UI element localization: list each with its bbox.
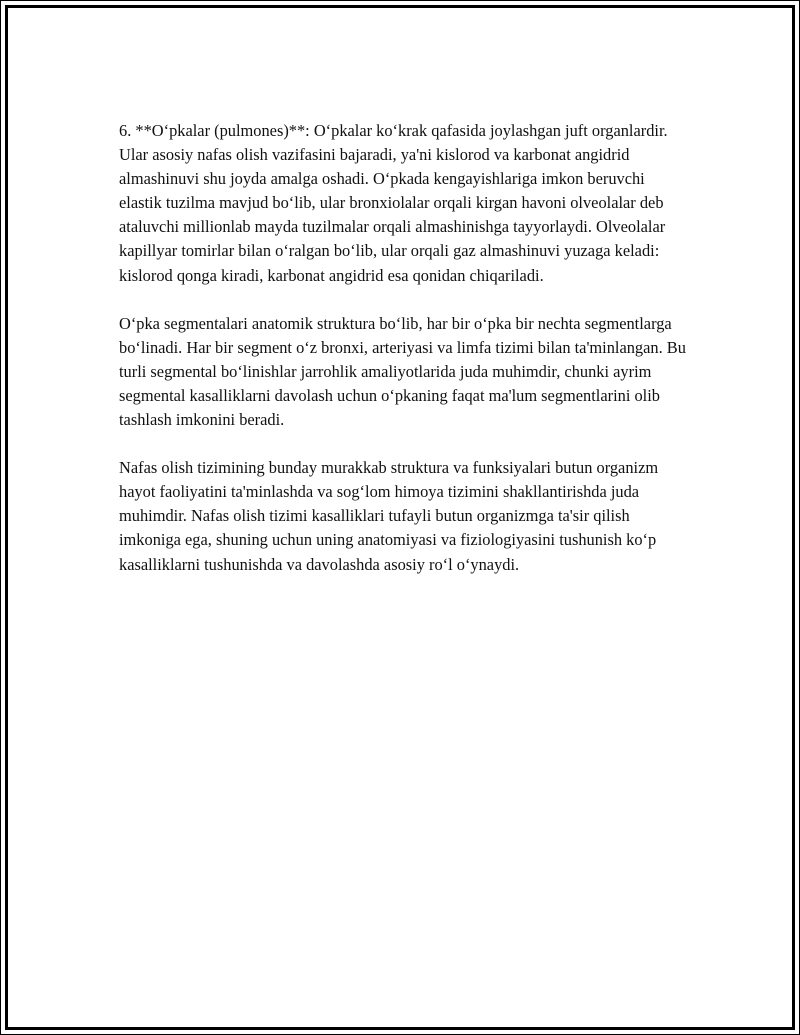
paragraph-lung-segments: O‘pka segmentalari anatomik struktura bo‘lib, har bir o‘pka bir nechta segmentlarga bo‘linadi. Har bir segment o‘z bronxi, arteriyasi va limfa tizimi bilan ta'minlangan. Bu turli segmental bo‘linishlar jarrohlik amaliyotlarida juda muhimdir, chunki ayrim segmental kasalliklarni davolash uchun o‘pkaning faqat ma'lum segmentlarini olib tashlash imkonini beradi. xyxy=(119,313,686,430)
paragraph-respiratory-system-importance: Nafas olish tizimining bunday murakkab struktura va funksiyalari butun organizm hayot faoliyatini ta'minlashda va sog‘lom himoya tizimini shakllantirishda juda muhimdir. Nafas olish tizimi kasalliklari tufayli butun organizmga ta'sir qilish imkoniga ega, shuning uchun uning anatomiyasi va fiziologiyasini tushunish ko‘p kasalliklarni tushunishda va davolashda asosiy ro‘l o‘ynaydi. xyxy=(119,458,659,574)
document-body xyxy=(119,119,689,601)
paragraph-lungs-description: 6. **O‘pkalar (pulmones)**: O‘pkalar ko‘krak qafasida joylashgan juft organlardir. Ular asosiy nafas olish vazifasini bajaradi, ya'ni kislorod va karbonat angidrid almashinuvi shu joyda amalga oshadi. O‘pkada kengayishlariga imkon beruvchi elastik tuzilma mavjud bo‘lib, ular bronxiolalar orqali kirgan havoni olveolalar deb ataluvchi millionlab mayda tuzilmalar orqali almashinishga tayyorlaydi. Olveolalar kapillyar tomirlar bilan o‘ralgan bo‘lib, ular orqali gaz almashinuvi yuzaga keladi: kislorod qonga kiradi, karbonat angidrid esa qonidan chiqariladi. xyxy=(119,121,668,285)
